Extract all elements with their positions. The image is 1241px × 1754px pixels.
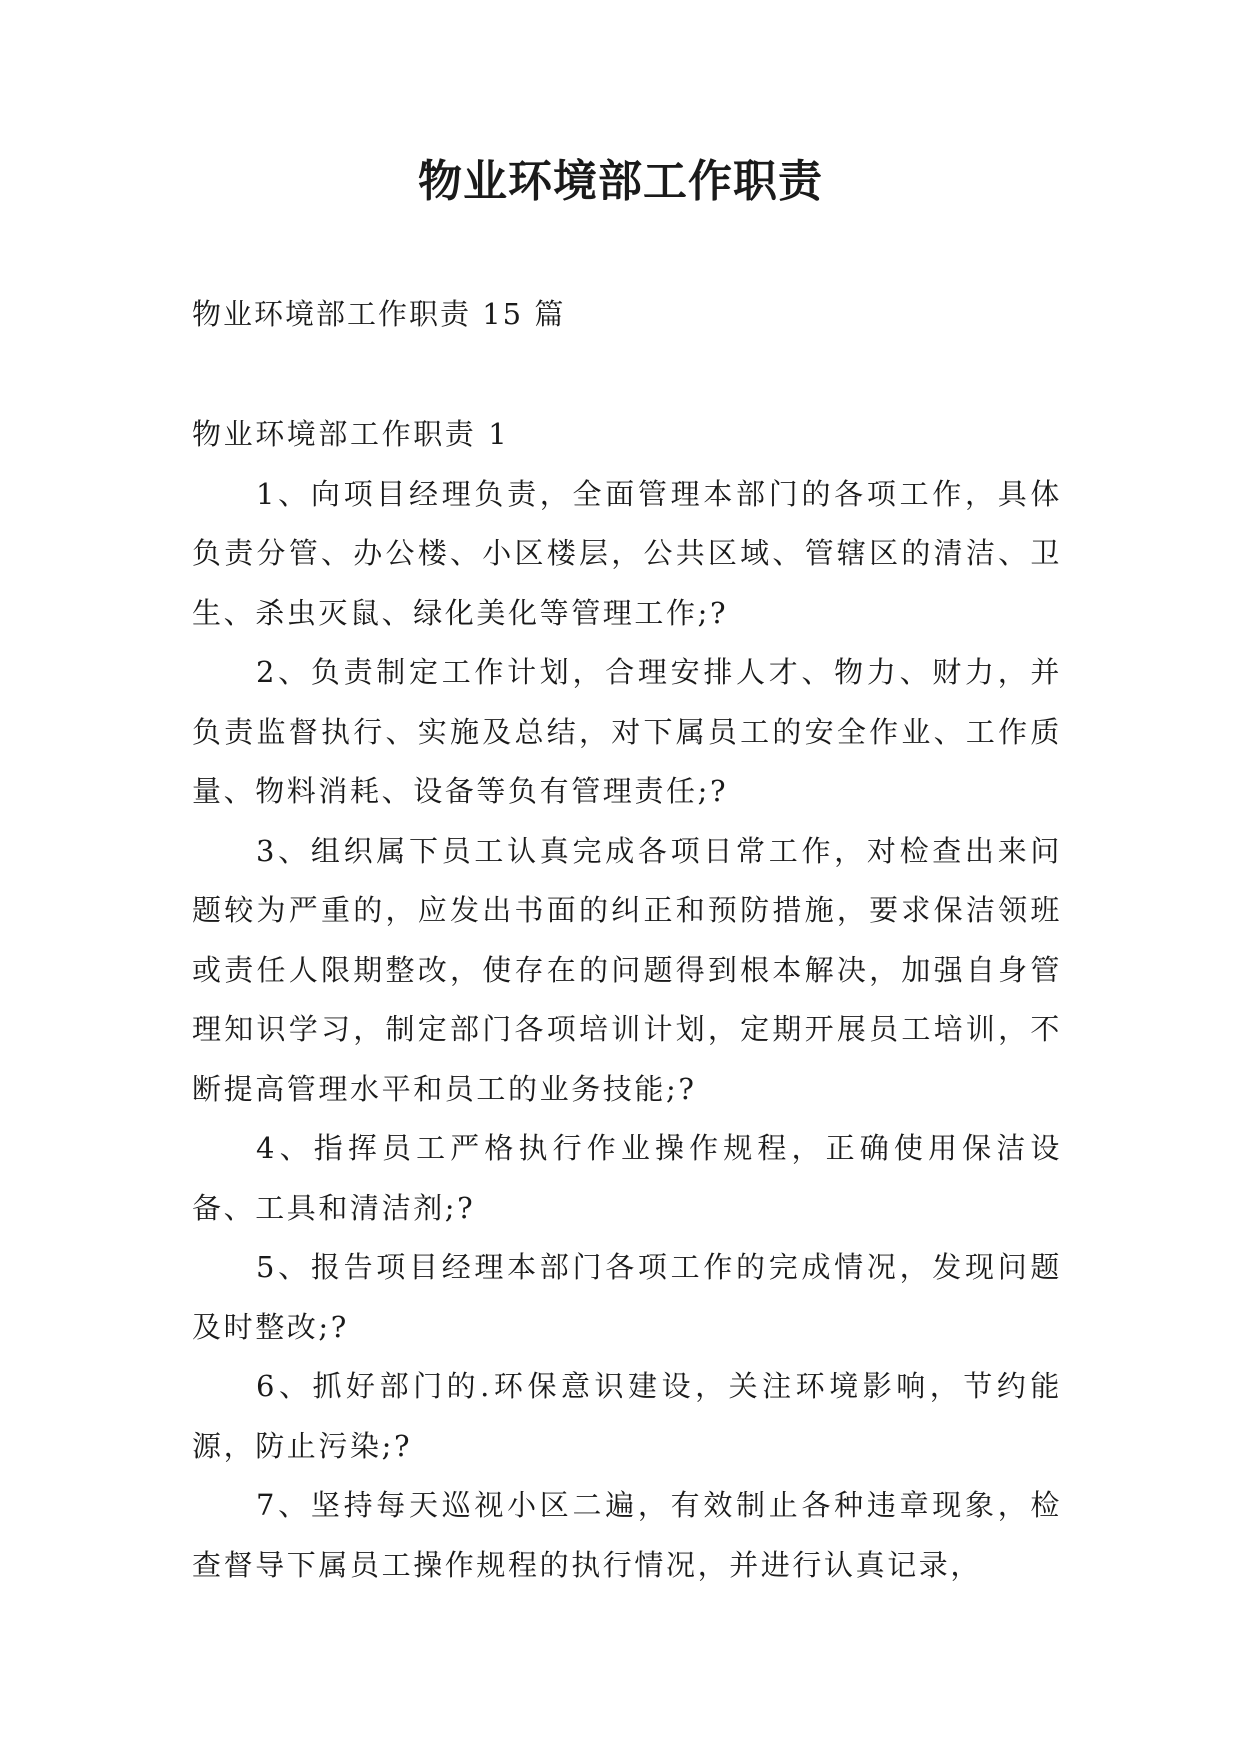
section-heading: 物业环境部工作职责 1 xyxy=(192,417,510,451)
paragraph-5: 5、报告项目经理本部门各项工作的完成情况，发现问题及时整改;? xyxy=(192,1250,1062,1344)
document-subtitle: 物业环境部工作职责 15 篇 xyxy=(192,297,566,331)
document-body xyxy=(192,405,1062,1595)
paragraph-6: 6、抓好部门的.环保意识建设，关注环境影响，节约能源，防止污染;? xyxy=(192,1369,1062,1463)
paragraph-7: 7、坚持每天巡视小区二遍，有效制止各种违章现象，检查督导下属员工操作规程的执行情况，并进行认真记录， xyxy=(192,1488,1062,1582)
paragraph-2: 2、负责制定工作计划，合理安排人才、物力、财力，并负责监督执行、实施及总结，对下属员工的安全作业、工作质量、物料消耗、设备等负有管理责任;? xyxy=(192,655,1062,808)
document-title: 物业环境部工作职责 xyxy=(418,156,823,207)
paragraph-3: 3、组织属下员工认真完成各项日常工作，对检查出来问题较为严重的，应发出书面的纠正和预防措施，要求保洁领班或责任人限期整改，使存在的问题得到根本解决，加强自身管理知识学习，制定部门各项培训计划，定期开展员工培训，不断提高管理水平和员工的业务技能;? xyxy=(192,833,1062,1106)
paragraph-4: 4、指挥员工严格执行作业操作规程，正确使用保洁设备、工具和清洁剂;? xyxy=(192,1131,1062,1225)
paragraph-1: 1、向项目经理负责，全面管理本部门的各项工作，具体负责分管、办公楼、小区楼层，公共区域、管辖区的清洁、卫生、杀虫灭鼠、绿化美化等管理工作;? xyxy=(192,476,1062,630)
